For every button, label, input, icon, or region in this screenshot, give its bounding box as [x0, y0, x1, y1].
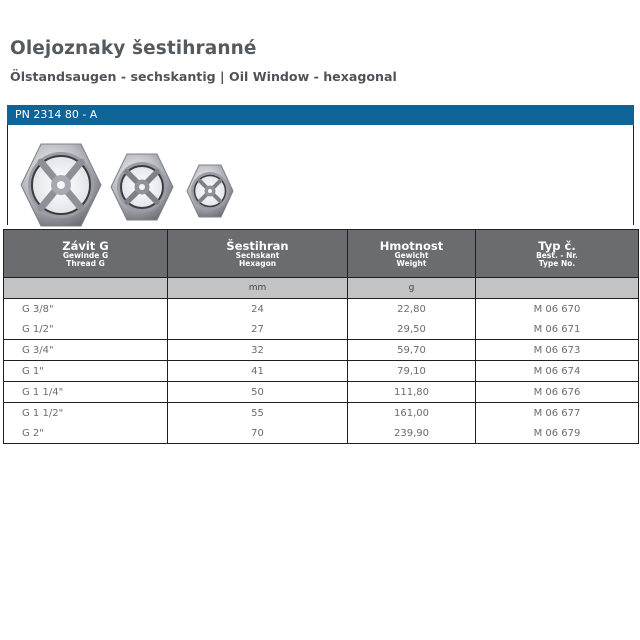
product-panel	[7, 105, 634, 225]
cell-hexagon: 27	[168, 319, 348, 340]
cell-thread: G 3/4"	[4, 340, 168, 361]
unit-cell	[4, 278, 168, 299]
header-de: Gewinde G	[62, 250, 109, 260]
page-title: Olejoznaky šestihranné	[10, 38, 257, 59]
header-en: Weight	[396, 258, 427, 268]
header-en: Type No.	[538, 258, 576, 268]
unit-cell: mm	[168, 278, 348, 299]
cell-weight: 79,10	[348, 361, 476, 382]
table-row	[4, 382, 639, 403]
table-row	[4, 403, 639, 424]
cell-weight: 239,90	[348, 423, 476, 444]
cell-type: M 06 676	[476, 382, 639, 403]
cell-weight: 161,00	[348, 403, 476, 424]
cell-hexagon: 55	[168, 403, 348, 424]
header-en: Hexagon	[238, 258, 277, 268]
table-row	[4, 340, 639, 361]
product-image	[19, 140, 249, 230]
product-code-bar	[7, 105, 634, 125]
header-main: Typ č.	[538, 238, 576, 253]
cell-weight: 22,80	[348, 299, 476, 320]
header-main: Závit G	[62, 238, 109, 253]
header-main: Hmotnost	[379, 238, 444, 253]
column-header-hexagon	[168, 230, 348, 278]
cell-type: M 06 677	[476, 403, 639, 424]
cell-thread: G 2"	[4, 423, 168, 444]
table-row	[4, 319, 639, 340]
cell-weight: 111,80	[348, 382, 476, 403]
cell-weight: 59,70	[348, 340, 476, 361]
cell-type: M 06 674	[476, 361, 639, 382]
cell-type: M 06 673	[476, 340, 639, 361]
cell-hexagon: 50	[168, 382, 348, 403]
table-row	[4, 423, 639, 444]
cell-thread: G 3/8"	[4, 299, 168, 320]
table-header-row	[4, 230, 639, 278]
cell-type: M 06 670	[476, 299, 639, 320]
cell-type: M 06 679	[476, 423, 639, 444]
column-header-weight	[348, 230, 476, 278]
cell-thread: G 1 1/4"	[4, 382, 168, 403]
sight-glass-medium	[111, 154, 173, 220]
cell-type: M 06 671	[476, 319, 639, 340]
column-header-type	[476, 230, 639, 278]
cell-hexagon: 70	[168, 423, 348, 444]
page-subtitle: Ölstandsaugen - sechskantig | Oil Window - hexagonal	[10, 69, 397, 84]
sight-glass-large	[21, 144, 101, 226]
table-row	[4, 299, 639, 320]
cell-hexagon: 32	[168, 340, 348, 361]
table-row	[4, 361, 639, 382]
header-main: Šestihran	[226, 238, 289, 253]
unit-cell	[476, 278, 639, 299]
cell-thread: G 1 1/2"	[4, 403, 168, 424]
cell-thread: G 1"	[4, 361, 168, 382]
sight-glass-small	[187, 165, 233, 217]
unit-cell: g	[348, 278, 476, 299]
column-header-thread	[4, 230, 168, 278]
product-code: PN 2314 80 - A	[15, 108, 98, 121]
header-de: Sechskant	[235, 250, 280, 260]
header-de: Gewicht	[394, 250, 429, 260]
header-en: Thread G	[66, 258, 105, 268]
spec-table	[3, 229, 639, 444]
cell-hexagon: 24	[168, 299, 348, 320]
cell-weight: 29,50	[348, 319, 476, 340]
header-de: Best. - Nr.	[536, 250, 578, 260]
cell-thread: G 1/2"	[4, 319, 168, 340]
units-row	[4, 278, 639, 299]
cell-hexagon: 41	[168, 361, 348, 382]
